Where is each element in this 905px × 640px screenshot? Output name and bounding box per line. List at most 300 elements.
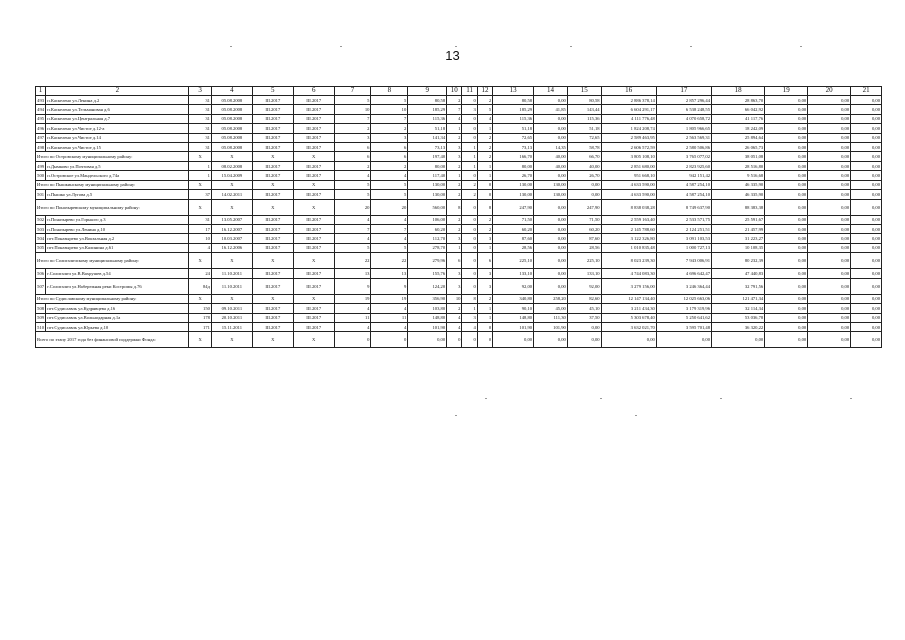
column-number-cell: 19 [765, 87, 808, 96]
table-cell: 2 886 378,14 [601, 96, 656, 105]
table-cell: 0,00 [534, 225, 568, 234]
table-cell: III.2017 [252, 161, 293, 170]
table-cell: 46 335,90 [712, 180, 765, 190]
total-row [36, 199, 882, 215]
table-cell: 0 [462, 243, 477, 252]
table-cell: 4 [189, 243, 212, 252]
table-cell: 4 [447, 114, 462, 123]
table-row [36, 243, 882, 252]
table-cell: 45,10 [567, 304, 601, 313]
table-cell: 143,44 [567, 105, 601, 114]
table-cell: 2 145 788,60 [601, 225, 656, 234]
table-cell: III.2017 [293, 114, 334, 123]
table-cell: 507 [36, 278, 46, 294]
table-cell: 0,00 [851, 253, 882, 269]
table-cell: 4 [334, 234, 371, 243]
table-cell: 25 591,67 [712, 215, 765, 224]
table-row [36, 234, 882, 243]
table-cell: 0,00 [534, 96, 568, 105]
table-cell: III.2017 [252, 278, 293, 294]
table-cell: п.Поназырево ул.Горького д.3 [46, 215, 189, 224]
table-cell: 73,13 [493, 142, 534, 151]
table-cell: 502 [36, 215, 46, 224]
table-cell: III.2017 [252, 114, 293, 123]
table-cell: 3 [447, 278, 462, 294]
table-cell: 0,00 [808, 142, 851, 151]
table-cell: 0,00 [851, 161, 882, 170]
table-cell: 133,10 [493, 269, 534, 278]
table-cell: 1 000 727,13 [656, 243, 711, 252]
table-cell: 3 [334, 133, 371, 142]
register-table-wrap [35, 86, 882, 348]
table-cell: 2 [334, 124, 371, 133]
table-cell: 247,90 [567, 199, 601, 215]
table-cell: 101,90 [493, 323, 534, 332]
table-cell: 31 [189, 215, 212, 224]
table-cell: 46 335,90 [712, 190, 765, 199]
table-cell: 92,00 [567, 278, 601, 294]
table-cell: 0,00 [808, 96, 851, 105]
table-cell: 22 [334, 253, 371, 269]
table-cell: 0,00 [534, 269, 568, 278]
table-row [36, 105, 882, 114]
table-cell: 496 [36, 124, 46, 133]
table-cell: III.2017 [293, 313, 334, 322]
table-cell: 13 [371, 269, 408, 278]
column-number-cell: 10 [447, 87, 462, 96]
table-cell: 08.02.2008 [211, 161, 252, 170]
table-cell: 80,00 [493, 161, 534, 170]
table-cell: 73,13 [408, 142, 447, 151]
table-cell: X [189, 180, 212, 190]
column-number-cell: 18 [712, 87, 765, 96]
table-cell: X [189, 152, 212, 162]
table-cell: 0,00 [808, 269, 851, 278]
table-cell: X [252, 180, 293, 190]
table-cell: 5 [371, 96, 408, 105]
table-cell: 92,00 [493, 278, 534, 294]
table-cell: 0 [462, 114, 477, 123]
table-cell: 10 [334, 105, 371, 114]
column-number-cell: 21 [851, 87, 882, 96]
table-cell: 0 [462, 269, 477, 278]
table-cell: III.2017 [293, 278, 334, 294]
table-cell: III.2017 [293, 171, 334, 180]
table-cell: 0,00 [808, 190, 851, 199]
table-cell: 2 533 571,75 [656, 215, 711, 224]
table-cell: 22 [371, 253, 408, 269]
table-cell: г.Солигалич ул.Набережная реки Костромы д.76 [46, 278, 189, 294]
table-cell: 41,85 [534, 105, 568, 114]
table-cell: 87,60 [567, 234, 601, 243]
table-cell: 3 595 701,48 [656, 323, 711, 332]
table-cell: 356,90 [408, 294, 447, 304]
table-cell: 0,00 [851, 304, 882, 313]
table-cell: 72,65 [493, 133, 534, 142]
table-cell: 3 [477, 234, 492, 243]
table-row [36, 161, 882, 170]
table-cell: 0 [477, 332, 492, 348]
table-cell: 0,00 [765, 142, 808, 151]
column-number-header [36, 87, 882, 96]
table-cell: Итого по Судиславскому муниципальному району: [36, 294, 189, 304]
table-cell: 31 223,27 [712, 234, 765, 243]
table-cell: 66,70 [567, 152, 601, 162]
table-cell: 4 [371, 304, 408, 313]
table-cell: 26 065,73 [712, 142, 765, 151]
table-row [36, 190, 882, 199]
table-cell: 1 [477, 243, 492, 252]
table-cell: 7 [334, 225, 371, 234]
table-cell: 4 633 590,00 [601, 180, 656, 190]
table-cell: III.2017 [252, 124, 293, 133]
table-cell: 0,00 [567, 190, 601, 199]
table-cell: 1 [462, 142, 477, 151]
table-cell: 60,20 [408, 225, 447, 234]
table-cell: п.Дымково ул.Почтовая д.5 [46, 161, 189, 170]
table-cell: 130,00 [408, 190, 447, 199]
table-cell: 05.08.2008 [211, 133, 252, 142]
table-cell: 4 111 776,48 [601, 114, 656, 123]
table-cell: 0,00 [765, 161, 808, 170]
table-cell: 19 [334, 294, 371, 304]
table-cell: 5 250 641,62 [656, 313, 711, 322]
table-cell: III.2017 [252, 96, 293, 105]
table-cell: X [189, 332, 212, 348]
table-cell: 0,00 [534, 243, 568, 252]
table-cell: 1 010 835,48 [601, 243, 656, 252]
table-cell: 8 838 038,28 [601, 199, 656, 215]
table-cell: X [252, 332, 293, 348]
table-cell: 4 744 083,30 [601, 269, 656, 278]
table-cell: 2 606 572,59 [601, 142, 656, 151]
table-cell: 37 [189, 190, 212, 199]
table-cell: III.2017 [293, 304, 334, 313]
table-cell: 0,00 [851, 234, 882, 243]
table-cell: 6 [334, 142, 371, 151]
table-cell: 497 [36, 133, 46, 142]
table-cell: п.Каскелено ул.Тельмановая д.6 [46, 105, 189, 114]
table-cell: 80,00 [408, 161, 447, 170]
table-cell: 1 [477, 304, 492, 313]
table-cell: 2 857 296,44 [656, 96, 711, 105]
table-cell: 0,00 [534, 114, 568, 123]
table-cell: 1 824 208,74 [601, 124, 656, 133]
table-cell: 101,90 [534, 323, 568, 332]
table-cell: 493 [36, 96, 46, 105]
table-cell: 0,00 [765, 114, 808, 123]
table-cell: 130,00 [493, 190, 534, 199]
table-cell: 171 [189, 323, 212, 332]
table-cell: III.2017 [252, 323, 293, 332]
table-cell: 130,00 [534, 190, 568, 199]
table-cell: 133,10 [567, 269, 601, 278]
table-cell: 0,00 [534, 234, 568, 243]
column-number-cell: 3 [189, 87, 212, 96]
housing-register-table [35, 86, 882, 348]
table-cell: 0,00 [808, 161, 851, 170]
column-number-cell: 17 [656, 87, 711, 96]
table-cell: 0 [462, 253, 477, 269]
table-cell: III.2017 [252, 269, 293, 278]
table-cell: 0,00 [851, 190, 882, 199]
table-cell: 1 [462, 152, 477, 162]
table-cell: III.2017 [293, 133, 334, 142]
table-cell: 4 587 254,10 [656, 180, 711, 190]
table-cell: 1 [189, 171, 212, 180]
table-cell: 84д [189, 278, 212, 294]
table-cell: 1 [189, 161, 212, 170]
table-cell: 0,00 [765, 199, 808, 215]
table-cell: 20 [334, 199, 371, 215]
table-cell: 10 [189, 234, 212, 243]
table-cell: 32 114,34 [712, 304, 765, 313]
table-cell: Итого по Пышкинскому муниципальному району: [36, 180, 189, 190]
column-number-cell: 8 [371, 87, 408, 96]
table-cell: X [211, 253, 252, 269]
table-cell: 0 [462, 96, 477, 105]
table-cell: 80,58 [567, 96, 601, 105]
table-cell: 166,70 [493, 152, 534, 162]
table-cell: п.Каскелено ул.Чистое д.15 [46, 142, 189, 151]
table-cell: 2 [477, 215, 492, 224]
table-cell: 3 [447, 269, 462, 278]
table-cell: 5 [371, 190, 408, 199]
table-cell: 2 851 680,00 [601, 161, 656, 170]
table-cell: пгт.Поназырево ул.Калинина д.61 [46, 243, 189, 252]
table-cell: 1 [447, 171, 462, 180]
table-cell: 4 587 254,10 [656, 190, 711, 199]
table-cell: 124,20 [408, 278, 447, 294]
table-cell: 0,00 [851, 105, 882, 114]
table-cell: 11 [334, 313, 371, 322]
table-cell: 2 563 569,31 [656, 133, 711, 142]
table-cell: 28 516,80 [712, 161, 765, 170]
table-cell: 2 [447, 161, 462, 170]
table-cell: 0,00 [808, 313, 851, 322]
table-cell: 185,29 [408, 105, 447, 114]
table-cell: 0,00 [493, 332, 534, 348]
table-cell: 45,00 [534, 304, 568, 313]
table-row [36, 323, 882, 332]
table-cell: 4 [334, 323, 371, 332]
table-cell: 2 [371, 161, 408, 170]
table-cell: п.Поназырево ул.Ленина д.10 [46, 225, 189, 234]
table-cell: III.2017 [252, 234, 293, 243]
table-cell: 0,00 [851, 332, 882, 348]
table-cell: 82,60 [567, 294, 601, 304]
table-cell: 3 122 326,80 [601, 234, 656, 243]
table-cell: 0,00 [808, 332, 851, 348]
table-cell: 0,00 [808, 243, 851, 252]
table-cell: 2 823 925,60 [656, 161, 711, 170]
table-cell: 5 [334, 180, 371, 190]
column-number-cell: 13 [493, 87, 534, 96]
table-cell: 225,10 [567, 253, 601, 269]
table-cell: 508 [36, 304, 46, 313]
table-cell: 495 [36, 114, 46, 123]
table-cell: 80 232,39 [712, 253, 765, 269]
table-cell: 0,00 [534, 215, 568, 224]
table-cell: 4 [334, 171, 371, 180]
table-cell: 494 [36, 105, 46, 114]
table-cell: 0 [462, 124, 477, 133]
table-cell: 0,00 [851, 124, 882, 133]
table-cell: 0,00 [534, 133, 568, 142]
table-cell: X [293, 294, 334, 304]
column-number-cell: 9 [408, 87, 447, 96]
table-cell: 28 863,70 [712, 96, 765, 105]
table-cell: 14,35 [534, 142, 568, 151]
table-cell: 155,76 [408, 269, 447, 278]
table-cell: 0,00 [851, 96, 882, 105]
table-cell: III.2017 [293, 215, 334, 224]
table-cell: 32 791,56 [712, 278, 765, 294]
table-cell: 0,00 [765, 96, 808, 105]
table-cell: 1 [447, 124, 462, 133]
table-cell: 0,00 [534, 199, 568, 215]
table-cell: 24 [189, 269, 212, 278]
table-cell: 0,00 [765, 243, 808, 252]
table-cell: 5 [371, 180, 408, 190]
table-cell: 20 [371, 199, 408, 215]
table-cell: 2 [477, 225, 492, 234]
table-row [36, 142, 882, 151]
table-cell: 0,00 [808, 171, 851, 180]
table-cell: 247,90 [493, 199, 534, 215]
table-cell: 0 [477, 180, 492, 190]
table-cell: 0 [462, 133, 477, 142]
table-cell: 0,00 [765, 225, 808, 234]
table-cell: 0,00 [765, 253, 808, 269]
table-cell: 7 [371, 225, 408, 234]
table-cell: 0,00 [808, 304, 851, 313]
table-cell: 0 [477, 323, 492, 332]
table-cell: 0,00 [808, 323, 851, 332]
table-cell: 0,00 [851, 294, 882, 304]
table-cell: 6 [447, 253, 462, 269]
table-cell: 0 [462, 278, 477, 294]
table-cell: 5 [334, 96, 371, 105]
table-cell: 26,70 [567, 171, 601, 180]
table-cell: 6 [371, 152, 408, 162]
table-cell: 7 [371, 114, 408, 123]
table-cell: 31 [189, 124, 212, 133]
table-row [36, 215, 882, 224]
table-cell: 26,70 [493, 171, 534, 180]
table-cell: 4 [447, 313, 462, 322]
table-cell: 2 [447, 190, 462, 199]
column-number-cell: 6 [293, 87, 334, 96]
table-cell: III.2017 [252, 243, 293, 252]
column-number-cell: 11 [462, 87, 477, 96]
table-cell: 25 894,64 [712, 133, 765, 142]
table-cell: X [211, 152, 252, 162]
table-cell: 2 [477, 294, 492, 304]
table-cell: 0,00 [765, 133, 808, 142]
table-cell: 5 303 678,40 [601, 313, 656, 322]
column-number-cell: 5 [252, 87, 293, 96]
table-cell: 148,80 [408, 313, 447, 322]
table-cell: 115,36 [408, 114, 447, 123]
total-row [36, 152, 882, 162]
table-cell: 510 [36, 323, 46, 332]
table-cell: 51,18 [493, 124, 534, 133]
table-cell: 16.12.2007 [211, 225, 252, 234]
table-cell: 31 [189, 114, 212, 123]
column-number-cell: 7 [334, 87, 371, 96]
table-cell: 2 [477, 96, 492, 105]
total-row [36, 180, 882, 190]
table-cell: 340,80 [493, 294, 534, 304]
table-cell: 2 [371, 124, 408, 133]
total-row [36, 332, 882, 348]
table-cell: 37,50 [567, 313, 601, 322]
table-cell: 560,00 [408, 199, 447, 215]
table-cell: 2 559 163,40 [601, 215, 656, 224]
table-cell: 88 383,38 [712, 199, 765, 215]
table-cell: 0,00 [851, 152, 882, 162]
table-cell: III.2017 [293, 105, 334, 114]
table-cell: 1 [477, 171, 492, 180]
table-cell: 1 [447, 243, 462, 252]
table-cell: 498 [36, 142, 46, 151]
table-cell: 51,18 [567, 124, 601, 133]
table-cell: 87,60 [493, 234, 534, 243]
total-row [36, 253, 882, 269]
table-cell: 0 [462, 332, 477, 348]
column-number-cell: 14 [534, 87, 568, 96]
table-cell: 258,20 [534, 294, 568, 304]
table-cell: 72,65 [567, 133, 601, 142]
table-cell: 53 036,78 [712, 313, 765, 322]
table-cell: 0,00 [851, 278, 882, 294]
table-cell: 7 [447, 105, 462, 114]
table-cell: 31 [189, 96, 212, 105]
table-cell: 31 [189, 105, 212, 114]
table-cell: 2 124 251,51 [656, 225, 711, 234]
table-cell: Итого по Островскому муниципальному району: [36, 152, 189, 162]
table-cell: 103,80 [408, 304, 447, 313]
table-cell: 60,20 [567, 225, 601, 234]
table-cell: 4 [334, 304, 371, 313]
table-cell: 2 589 463,95 [601, 133, 656, 142]
table-cell: 05.08.2008 [211, 124, 252, 133]
table-cell: 185,29 [493, 105, 534, 114]
table-cell: 0,00 [765, 190, 808, 199]
table-cell: 0,00 [851, 225, 882, 234]
table-cell: 0,00 [601, 332, 656, 348]
table-cell: 503 [36, 225, 46, 234]
table-cell: 3 091 103,53 [656, 234, 711, 243]
table-cell: 106,00 [408, 215, 447, 224]
table-cell: 8 [447, 199, 462, 215]
table-cell: 0,00 [808, 278, 851, 294]
table-cell: 0,00 [851, 243, 882, 252]
table-cell: 0,00 [851, 114, 882, 123]
table-cell: 4 [462, 323, 477, 332]
table-cell: 38 051,08 [712, 152, 765, 162]
table-cell: 0,00 [567, 332, 601, 348]
table-cell: 0,00 [808, 180, 851, 190]
table-cell: 6 [477, 253, 492, 269]
table-cell: 80,58 [408, 96, 447, 105]
table-cell: 504 [36, 234, 46, 243]
table-cell: 4 [371, 323, 408, 332]
table-cell: III.2017 [252, 313, 293, 322]
table-cell: 112,70 [408, 234, 447, 243]
table-cell: 5 [477, 105, 492, 114]
